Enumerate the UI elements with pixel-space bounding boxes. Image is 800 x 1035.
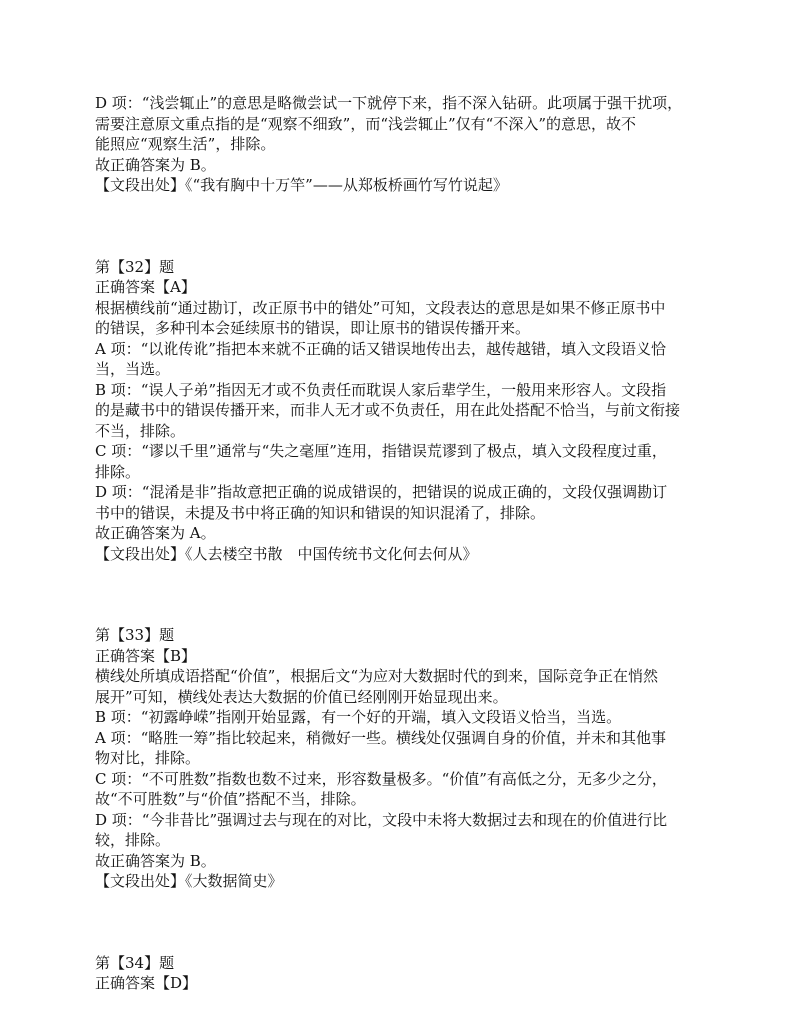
question-33 <box>95 625 720 892</box>
answer-summary: 故正确答案为 B。 <box>95 851 216 870</box>
option-b-explanation <box>95 380 720 442</box>
text-line: 当，当选。 <box>95 360 171 378</box>
text-line: 较，排除。 <box>95 831 171 849</box>
text-line: 书中的错误，未提及书中将正确的知识和错误的知识混淆了，排除。 <box>95 503 546 522</box>
option-d-explanation <box>95 810 720 851</box>
text-line: 故“不可胜数”与“价值”搭配不当，排除。 <box>95 790 366 808</box>
option-d-explanation <box>95 93 720 155</box>
passage-source: 【文段出处】《人去楼空书散 中国传统书文化何去何从》 <box>95 544 478 563</box>
text-line: A 项：“略胜一筹”指比较起来，稍微好一些。横线处仅强调自身的价值，并未和其他事 <box>95 728 666 747</box>
question-31-tail <box>95 93 720 196</box>
text-line: 物对比，排除。 <box>95 749 201 767</box>
text-line: 不当，排除。 <box>95 421 186 440</box>
question-32 <box>95 257 720 565</box>
passage-source: 【文段出处】《“我有胸中十万竿”——从郑板桥画竹写竹说起》 <box>95 176 508 194</box>
option-a-explanation <box>95 339 720 380</box>
text-line: 横线处所填成语搭配“价值”，根据后文“为应对大数据时代的到来，国际竞争正在悄然 <box>95 667 659 685</box>
question-title: 第【33】题 <box>95 626 175 644</box>
analysis <box>95 666 720 707</box>
option-a-explanation <box>95 728 720 769</box>
section-gap <box>95 196 720 257</box>
text-line: 的错误，多种刊本会延续原书的错误，即让原书的错误传播开来。 <box>95 319 531 337</box>
text-line: 能照应“观察生活”，排除。 <box>95 135 276 153</box>
text-line: D 项：“浅尝辄止”的意思是略微尝试一下就停下来，指不深入钻研。此项属于强干扰项， <box>95 94 683 112</box>
text-line: B 项：“误人子弟”指因无才或不负责任而耽误人家后辈学生，一般用来形容人。文段指 <box>95 380 667 399</box>
correct-answer: 正确答案【A】 <box>95 278 196 296</box>
text-line: 展开”可知，横线处表达大数据的价值已经刚刚开始显现出来。 <box>95 687 508 706</box>
text-line: C 项：“不可胜数”指数也数不过来，形容数量极多。“价值”有高低之分，无多少之分， <box>95 769 667 788</box>
correct-answer: 正确答案【B】 <box>95 646 197 665</box>
section-gap <box>95 564 720 625</box>
correct-answer: 正确答案【D】 <box>95 974 198 992</box>
option-b-explanation <box>95 707 720 728</box>
answer-summary: 故正确答案为 B。 <box>95 155 216 174</box>
text-line: B 项：“初露峥嵘”指刚开始显露，有一个好的开端，填入文段语义恰当，当选。 <box>95 708 622 726</box>
text-line: 排除。 <box>95 462 141 481</box>
question-34 <box>95 953 720 994</box>
text-line: 的是藏书中的错误传播开来，而非人无才或不负责任，用在此处搭配不恰当，与前文衔接 <box>95 401 681 419</box>
document-page <box>95 93 720 994</box>
text-line: 根据横线前“通过勘订，改正原书中的错处”可知，文段表达的意思是如果不修正原书中 <box>95 298 666 317</box>
question-title: 第【32】题 <box>95 257 175 276</box>
text-line: C 项：“谬以千里”通常与“失之毫厘”连用，指错误荒谬到了极点，填入文段程度过重， <box>95 442 667 460</box>
question-title: 第【34】题 <box>95 953 175 972</box>
text-line: A 项：“以讹传讹”指把本来就不正确的话又错误地传出去，越传越错，填入文段语义恰 <box>95 339 666 358</box>
analysis <box>95 298 720 339</box>
answer-summary: 故正确答案为 A。 <box>95 524 216 542</box>
passage-source: 【文段出处】《大数据简史》 <box>95 872 283 890</box>
option-c-explanation <box>95 769 720 810</box>
text-line: D 项：“混淆是非”指故意把正确的说成错误的，把错误的说成正确的，文段仅强调勘订 <box>95 483 668 501</box>
text-line: 需要注意原文重点指的是“观察不细致”，而“浅尝辄止”仅有“不深入”的意思，故不 <box>95 114 637 133</box>
option-d-explanation <box>95 482 720 523</box>
section-gap <box>95 892 720 953</box>
option-c-explanation <box>95 441 720 482</box>
text-line: D 项：“今非昔比”强调过去与现在的对比，文段中未将大数据过去和现在的价值进行比 <box>95 810 668 829</box>
